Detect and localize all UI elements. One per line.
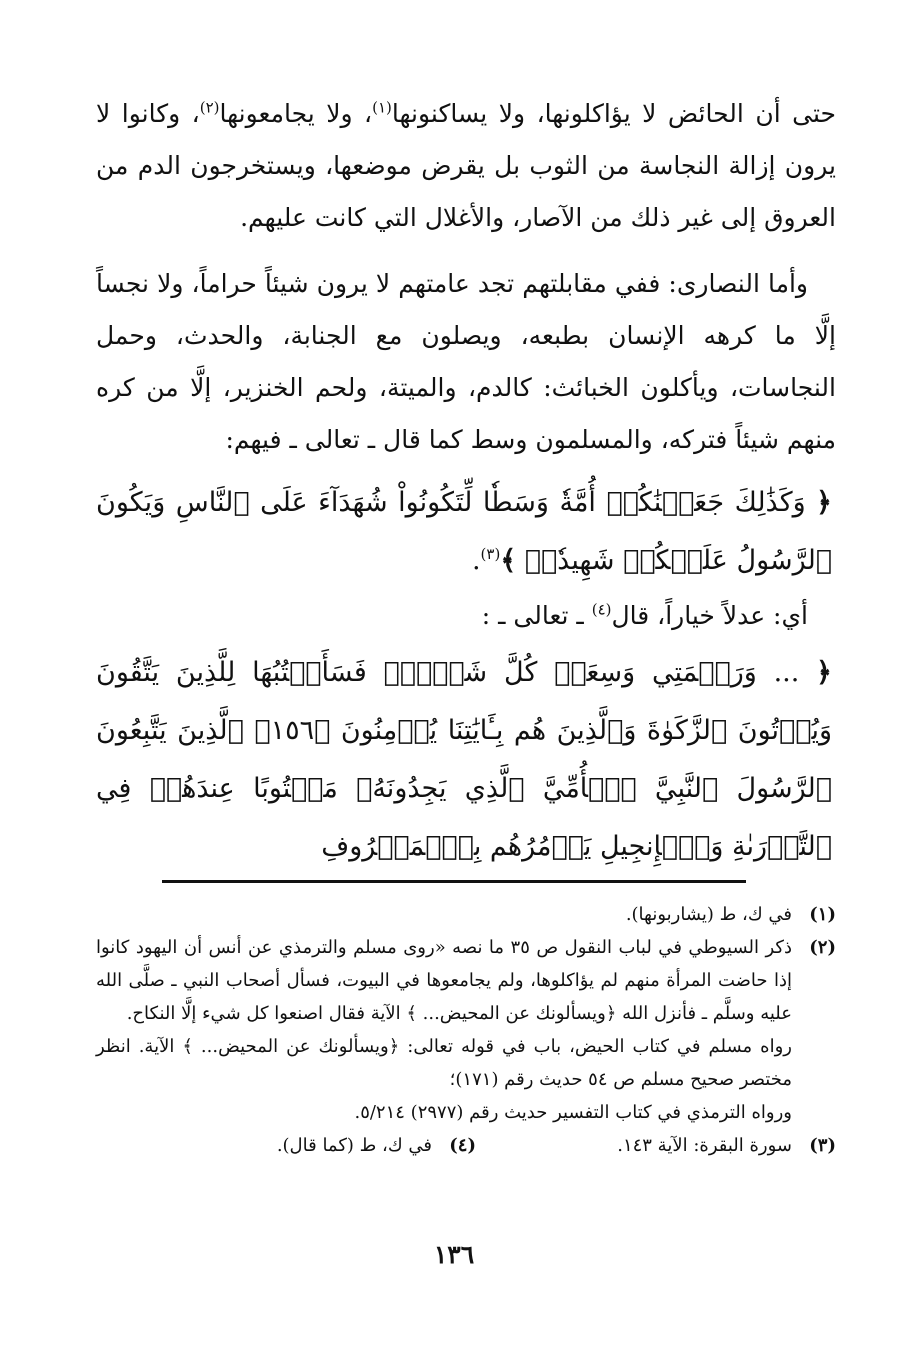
verse-2-text: ... وَرَحۡمَتِي وَسِعَتۡ كُلَّ شَيۡءٖۚ فَسَأَكۡتُبُهَا لِلَّذِينَ يَتَّقُونَ وَيُؤۡتُونَ ٱلزَّكَوٰةَ وَٱلَّذِينَ هُم بِـَٔايَٰتِنَا يُؤۡمِنُونَ ﴿١٥٦﴾ ٱلَّذِينَ يَتَّبِعُونَ ٱلرَّسُولَ ٱلنَّبِيَّ ٱلۡأُمِّيَّ ٱلَّذِي يَجِدُونَهُۥ مَكۡتُوبًا عِندَهُمۡ فِي ٱلتَّوۡرَىٰةِ وَٱلۡإِنجِيلِ يَأۡمُرُهُم بِٱلۡمَعۡرُوفِ	[96, 657, 832, 862]
footnotes	[96, 898, 836, 1162]
footnote-4	[96, 1129, 476, 1162]
footnote-2-continuation	[96, 1030, 836, 1129]
footnote-marker-3[interactable]: (٣)	[480, 545, 501, 563]
footnote-1-number: (١)	[809, 904, 836, 925]
footnote-marker-4[interactable]: (٤)	[591, 600, 612, 619]
footnote-marker-2[interactable]: (٢)	[199, 98, 220, 117]
footnote-4-number: (٤)	[449, 1135, 476, 1156]
paragraph-3	[96, 590, 836, 642]
footnote-1	[96, 898, 836, 931]
footnote-2	[96, 931, 836, 1030]
footnote-separator	[162, 880, 746, 883]
verse-close-bracket: ﴾	[500, 545, 517, 576]
paragraph-1-part-a: حتى أن الحائض لا يؤاكلونها، ولا يساكنونها	[391, 99, 836, 128]
paragraph-1-part-c: ، وكانوا لا يرون إزالة النجاسة من الثوب بل يقرض موضعها، ويستخرجون الدم من العروق إلى غير ذلك من الآصار، والأغلال التي كانت عليهم.	[96, 99, 836, 232]
footnote-1-text: في ك، ط (يشاربونها).	[625, 904, 792, 925]
page-number: ١٣٦	[433, 1240, 475, 1269]
paragraph-1-part-b: ، ولا يجامعونها	[219, 99, 373, 128]
footnote-3-text: سورة البقرة: الآية ١٤٣.	[617, 1135, 792, 1156]
footnote-2-tirmidhi-ref: ورواه الترمذي في كتاب التفسير حديث رقم (٢٩٧٧) ٥/٢١٤.	[354, 1102, 792, 1123]
footnote-marker-1[interactable]: (١)	[372, 98, 392, 117]
quran-verse-1: ﴿ وَكَذَٰلِكَ جَعَلۡنَٰكُمۡ أُمَّةٗ وَسَطٗا لِّتَكُونُواْ شُهَدَآءَ عَلَى ٱلنَّاسِ وَيَكُونَ ٱلرَّسُولُ عَلَيۡكُمۡ شَهِيدٗاۗ ﴾$^{(٣)}$.	[96, 487, 832, 576]
footnote-3-number: (٣)	[809, 1135, 836, 1156]
footnote-3	[476, 1129, 836, 1162]
verse-2-open-bracket: ﴿	[816, 657, 832, 688]
paragraph-1	[96, 88, 836, 244]
verse-open-bracket: ﴿	[816, 487, 832, 518]
footnote-4-text: في ك، ط (كما قال).	[276, 1135, 432, 1156]
footnote-2-muslim-ref: رواه مسلم في كتاب الحيض، باب في قوله تعالى: ﴿ويسألونك عن المحيض... ﴾ الآية. انظر مختصر صحيح مسلم ص ٥٤ حديث رقم (١٧١)؛	[96, 1036, 792, 1090]
verse-1-text: وَكَذَٰلِكَ جَعَلۡنَٰكُمۡ أُمَّةٗ وَسَطٗا لِّتَكُونُواْ شُهَدَآءَ عَلَى ٱلنَّاسِ وَيَكُونَ ٱلرَّسُولُ عَلَيۡكُمۡ شَهِيدٗاۗ	[96, 487, 832, 576]
paragraph-2: وأما النصارى: ففي مقابلتهم تجد عامتهم لا يرون شيئاً حراماً، ولا نجساً إلَّا ما كرهه الإنسان بطبعه، ويصلون مع الجنابة، والحدث، وحمل النجاسات، ويأكلون الخبائث: كالدم، والميتة، ولحم الخنزير، إلَّا من كره منهم شيئاً فتركه، والمسلمون وسط كما قال ـ تعالى ـ فيهم:	[96, 269, 836, 454]
footnotes-3-4-row	[96, 1129, 836, 1162]
footnote-2-text: ذكر السيوطي في لباب النقول ص ٣٥ ما نصه «روى مسلم والترمذي عن أنس أن اليهود كانوا إذا حاضت المرأة منهم لم يؤاكلوها، ولم يجامعوها في البيوت، فسأل أصحاب النبي ـ صلَّى الله عليه وسلَّم ـ فأنزل الله ﴿ويسألونك عن المحيض... ﴾ الآية فقال اصنعوا كل شيء إلَّا النكاح.	[96, 937, 792, 1024]
paragraph-3-part-b: ـ تعالى ـ :	[481, 601, 592, 630]
quran-verse-2	[96, 644, 836, 876]
paragraph-3-part-a: أي: عدلاً خياراً، قال	[611, 601, 808, 630]
main-text	[96, 88, 836, 876]
footnote-2-number: (٢)	[809, 937, 836, 958]
